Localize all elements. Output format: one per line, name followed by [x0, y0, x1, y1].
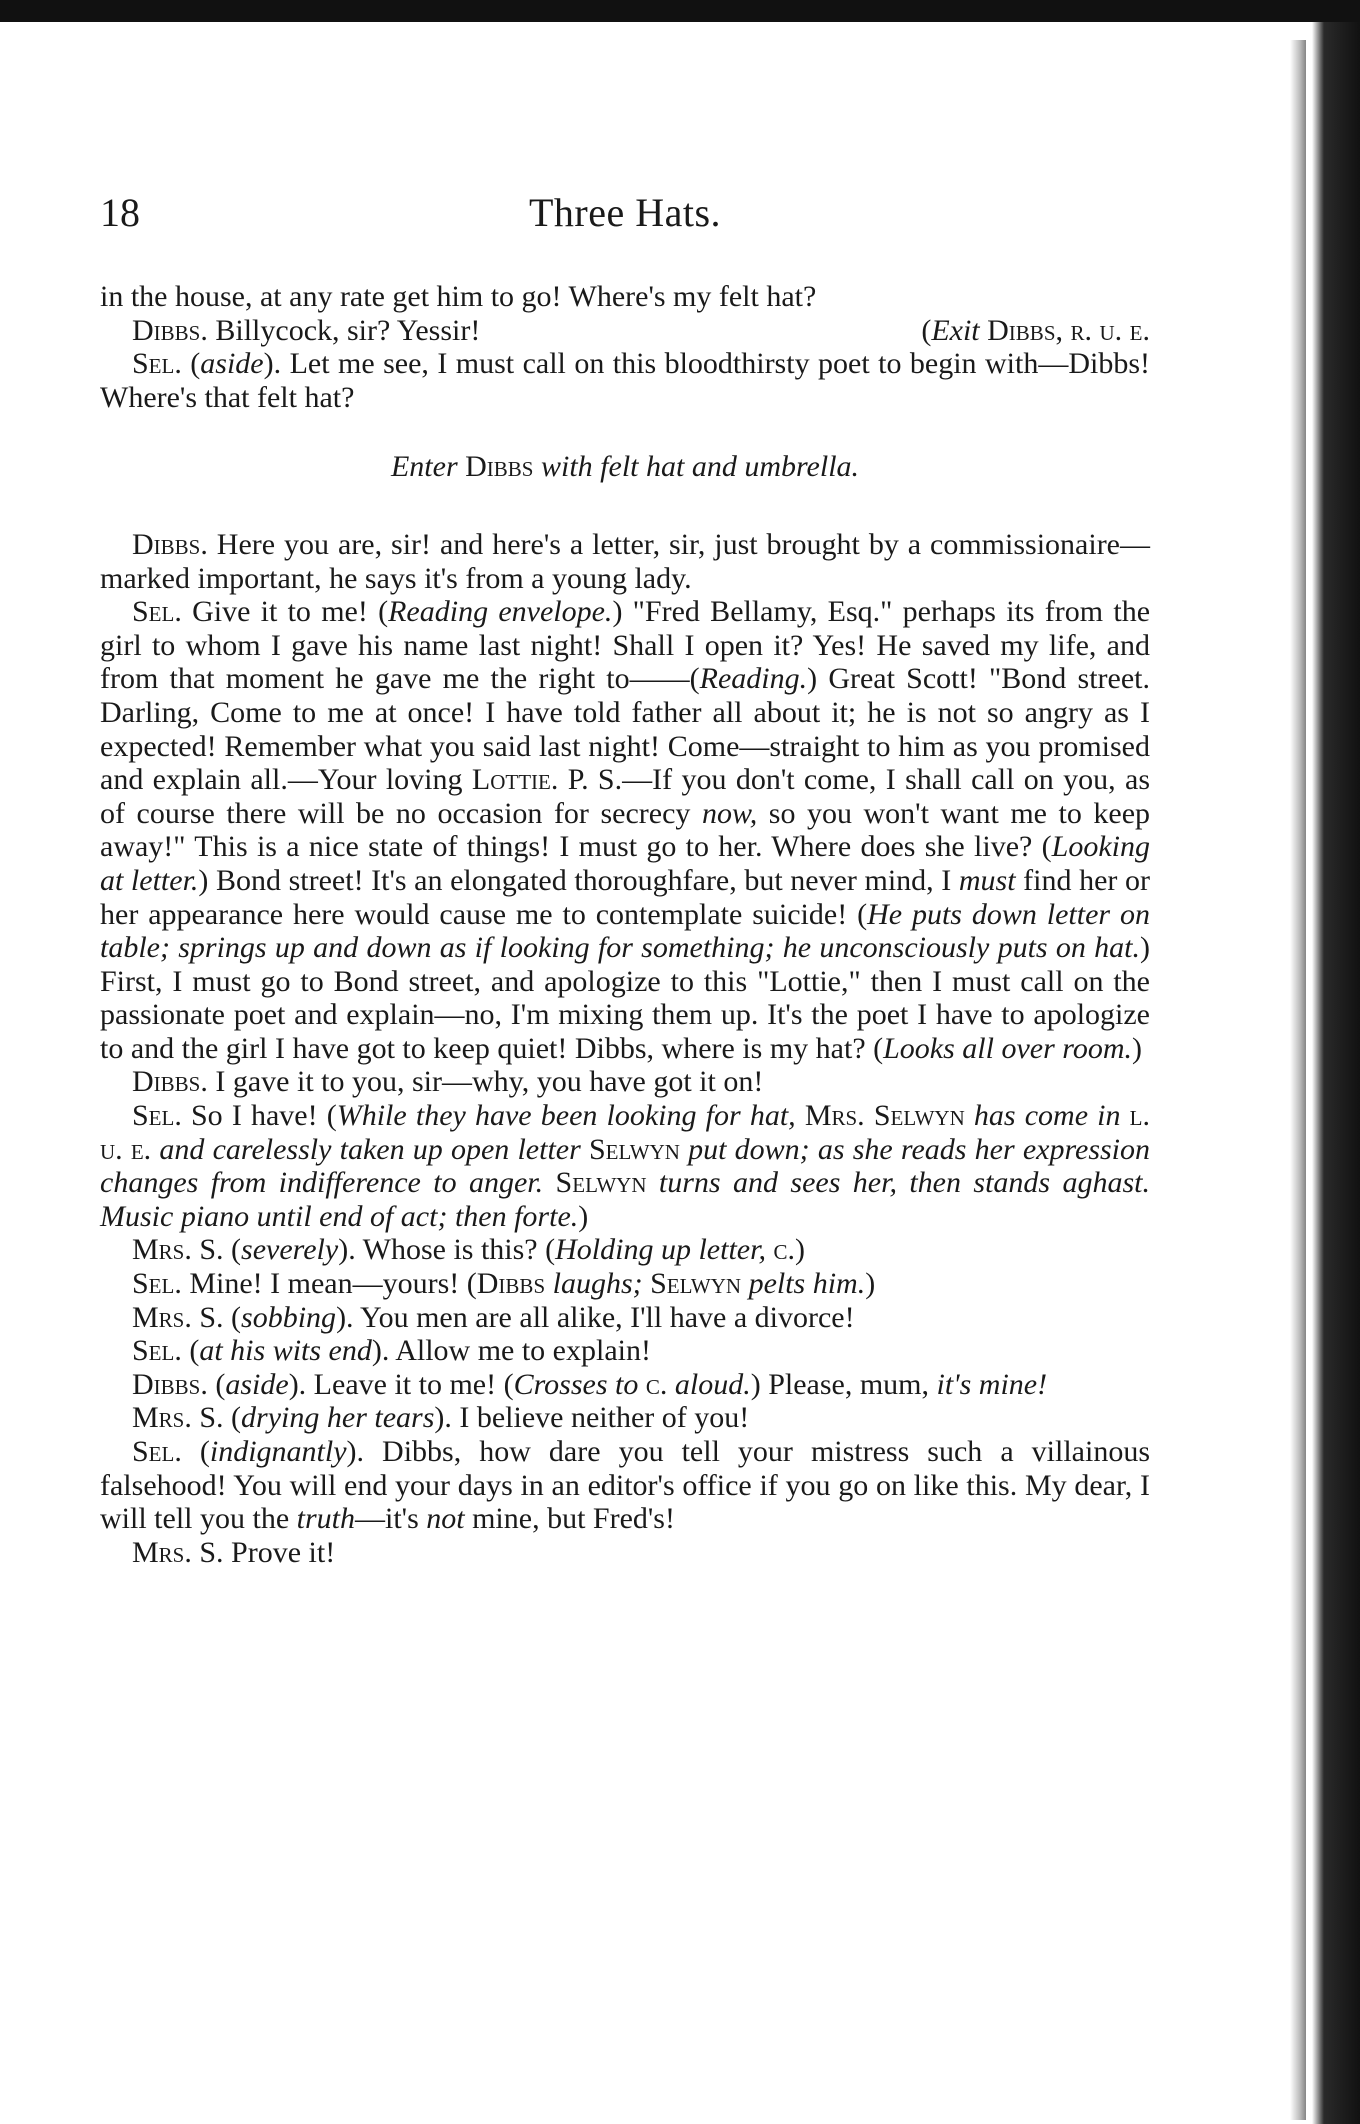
dialogue-line-mrs-selwyn	[100, 1536, 1150, 1570]
stage-direction: (Exit Dibbs, r. u. e.	[921, 313, 1150, 347]
page-header	[100, 188, 1150, 248]
scan-top-border	[0, 0, 1360, 22]
scan-page-edge	[1300, 22, 1360, 2124]
dialogue-line-mrs-selwyn: Mrs. S. (drying her tears). I believe neither of you!	[132, 1401, 750, 1435]
spoken-text: I gave it to you, sir—why, you have got it on!	[207, 1065, 764, 1099]
running-title: Three Hats.	[528, 190, 722, 235]
speaker-name: Dibbs.	[132, 313, 208, 347]
entrance-stage-direction: Enter Dibbs with felt hat and umbrella.	[390, 450, 860, 484]
spoken-text: Prove it!	[223, 1535, 336, 1569]
dialogue-line-mrs-selwyn: Mrs. S. (sobbing). You men are all alike, I'll have a divorce!	[132, 1300, 855, 1334]
spoken-text: Here you are, sir! and here's a letter, sir, just brought by a commissionaire—marked important, he says it's from a young lady.	[100, 527, 1150, 595]
dialogue-line-selwyn: Sel. Give it to me! (Reading envelope.) "Fred Bellamy, Esq." perhaps its from the girl to whom I gave his name last night! Shall I open it? Yes! He saved my life, and from that moment he gave me the right to——(Reading.) Great Scott! "Bond street. Darling, Come to me at once! I have told father all about it; he is not so angry as I expected! Remember what you said last night! Come—straight to him as you promised and explain all.—Your loving Lottie. P. S.—If you don't come, I shall call on you, as of course there will be no occasion for secrecy now, so you won't want me to keep away!" This is a nice state of things! I must go to her. Where does she live? (Looking at letter.) Bond street! It's an elongated thoroughfare, but never mind, I must find her or her appearance here would cause me to contemplate suicide! (He puts down letter on table; springs up and down as if looking for something; he unconsciously puts on hat.) First, I must go to Bond street, and apologize to this "Lottie," then I must call on the passionate poet and explain—no, I'm mixing them up. It's the poet I have to apologize to and the girl I have got to keep quiet! Dibbs, where is my hat? (Looks all over room.)	[100, 595, 1151, 1065]
spoken-text: Let me see, I must call on this bloodthirsty poet to begin with—Dibbs! Where's that felt hat?	[100, 347, 1150, 414]
speaker-name: Sel.	[132, 595, 182, 629]
dialogue-line-dibbs	[100, 528, 1150, 595]
dialogue-line-dibbs	[100, 1065, 1150, 1099]
speaker-name: Mrs. S.	[132, 1300, 224, 1334]
dialogue-line-dibbs: Dibbs. (aside). Leave it to me! (Crosses to c. aloud.) Please, mum, it's mine!	[132, 1367, 1048, 1401]
speaker-name: Sel.	[132, 1267, 182, 1301]
dialogue-line-mrs-selwyn: Mrs. S. (severely). Whose is this? (Holding up letter, c.)	[132, 1233, 805, 1267]
spoken-text: Billycock, sir? Yessir!	[207, 313, 481, 347]
dialogue-line-selwyn: Sel. (indignantly). Dibbs, how dare you tell your mistress such a villainous falsehood! You will end your days in an editor's office if you go on like this. My dear, I will tell you the truth—it's not mine, but Fred's!	[100, 1435, 1150, 1536]
dialogue-line-selwyn: Sel. Mine! I mean—yours! (Dibbs laughs; Selwyn pelts him.)	[132, 1267, 876, 1301]
dialogue-line-dibbs	[100, 314, 1150, 348]
speaker-name: Sel.	[132, 347, 182, 381]
speaker-name: Mrs. S.	[132, 1535, 224, 1569]
speaker-name: Sel.	[132, 1334, 182, 1368]
paragraph-continued: in the house, at any rate get him to go! Where's my felt hat?	[100, 280, 817, 313]
speaker-name: Mrs. S.	[132, 1401, 224, 1435]
speaker-name: Dibbs.	[132, 1065, 208, 1099]
page-text	[100, 280, 1150, 1569]
dialogue-line-selwyn: Sel. (at his wits end). Allow me to explain!	[132, 1334, 651, 1368]
stage-direction: aside	[200, 347, 264, 381]
speaker-name: Sel.	[132, 1099, 182, 1133]
speaker-name: Dibbs.	[132, 527, 208, 561]
dialogue-line-selwyn: Sel. So I have! (While they have been looking for hat, Mrs. Selwyn has come in l. u. e. and carelessly taken up open letter Selwyn put down; as she reads her expression changes from indifference to anger. Selwyn turns and sees her, then stands aghast. Music piano until end of act; then forte.)	[100, 1099, 1151, 1233]
speaker-name: Sel.	[132, 1435, 182, 1468]
speaker-name: Dibbs.	[132, 1367, 208, 1401]
speaker-name: Mrs. S.	[132, 1233, 224, 1267]
page-number: 18	[100, 190, 140, 235]
dialogue-line-selwyn: Sel. (aside). Let me see, I must call on this bloodthirsty poet to begin with—Dibbs! Where's that felt hat?	[100, 347, 1150, 414]
scan-edge-shadow	[1290, 40, 1306, 2120]
